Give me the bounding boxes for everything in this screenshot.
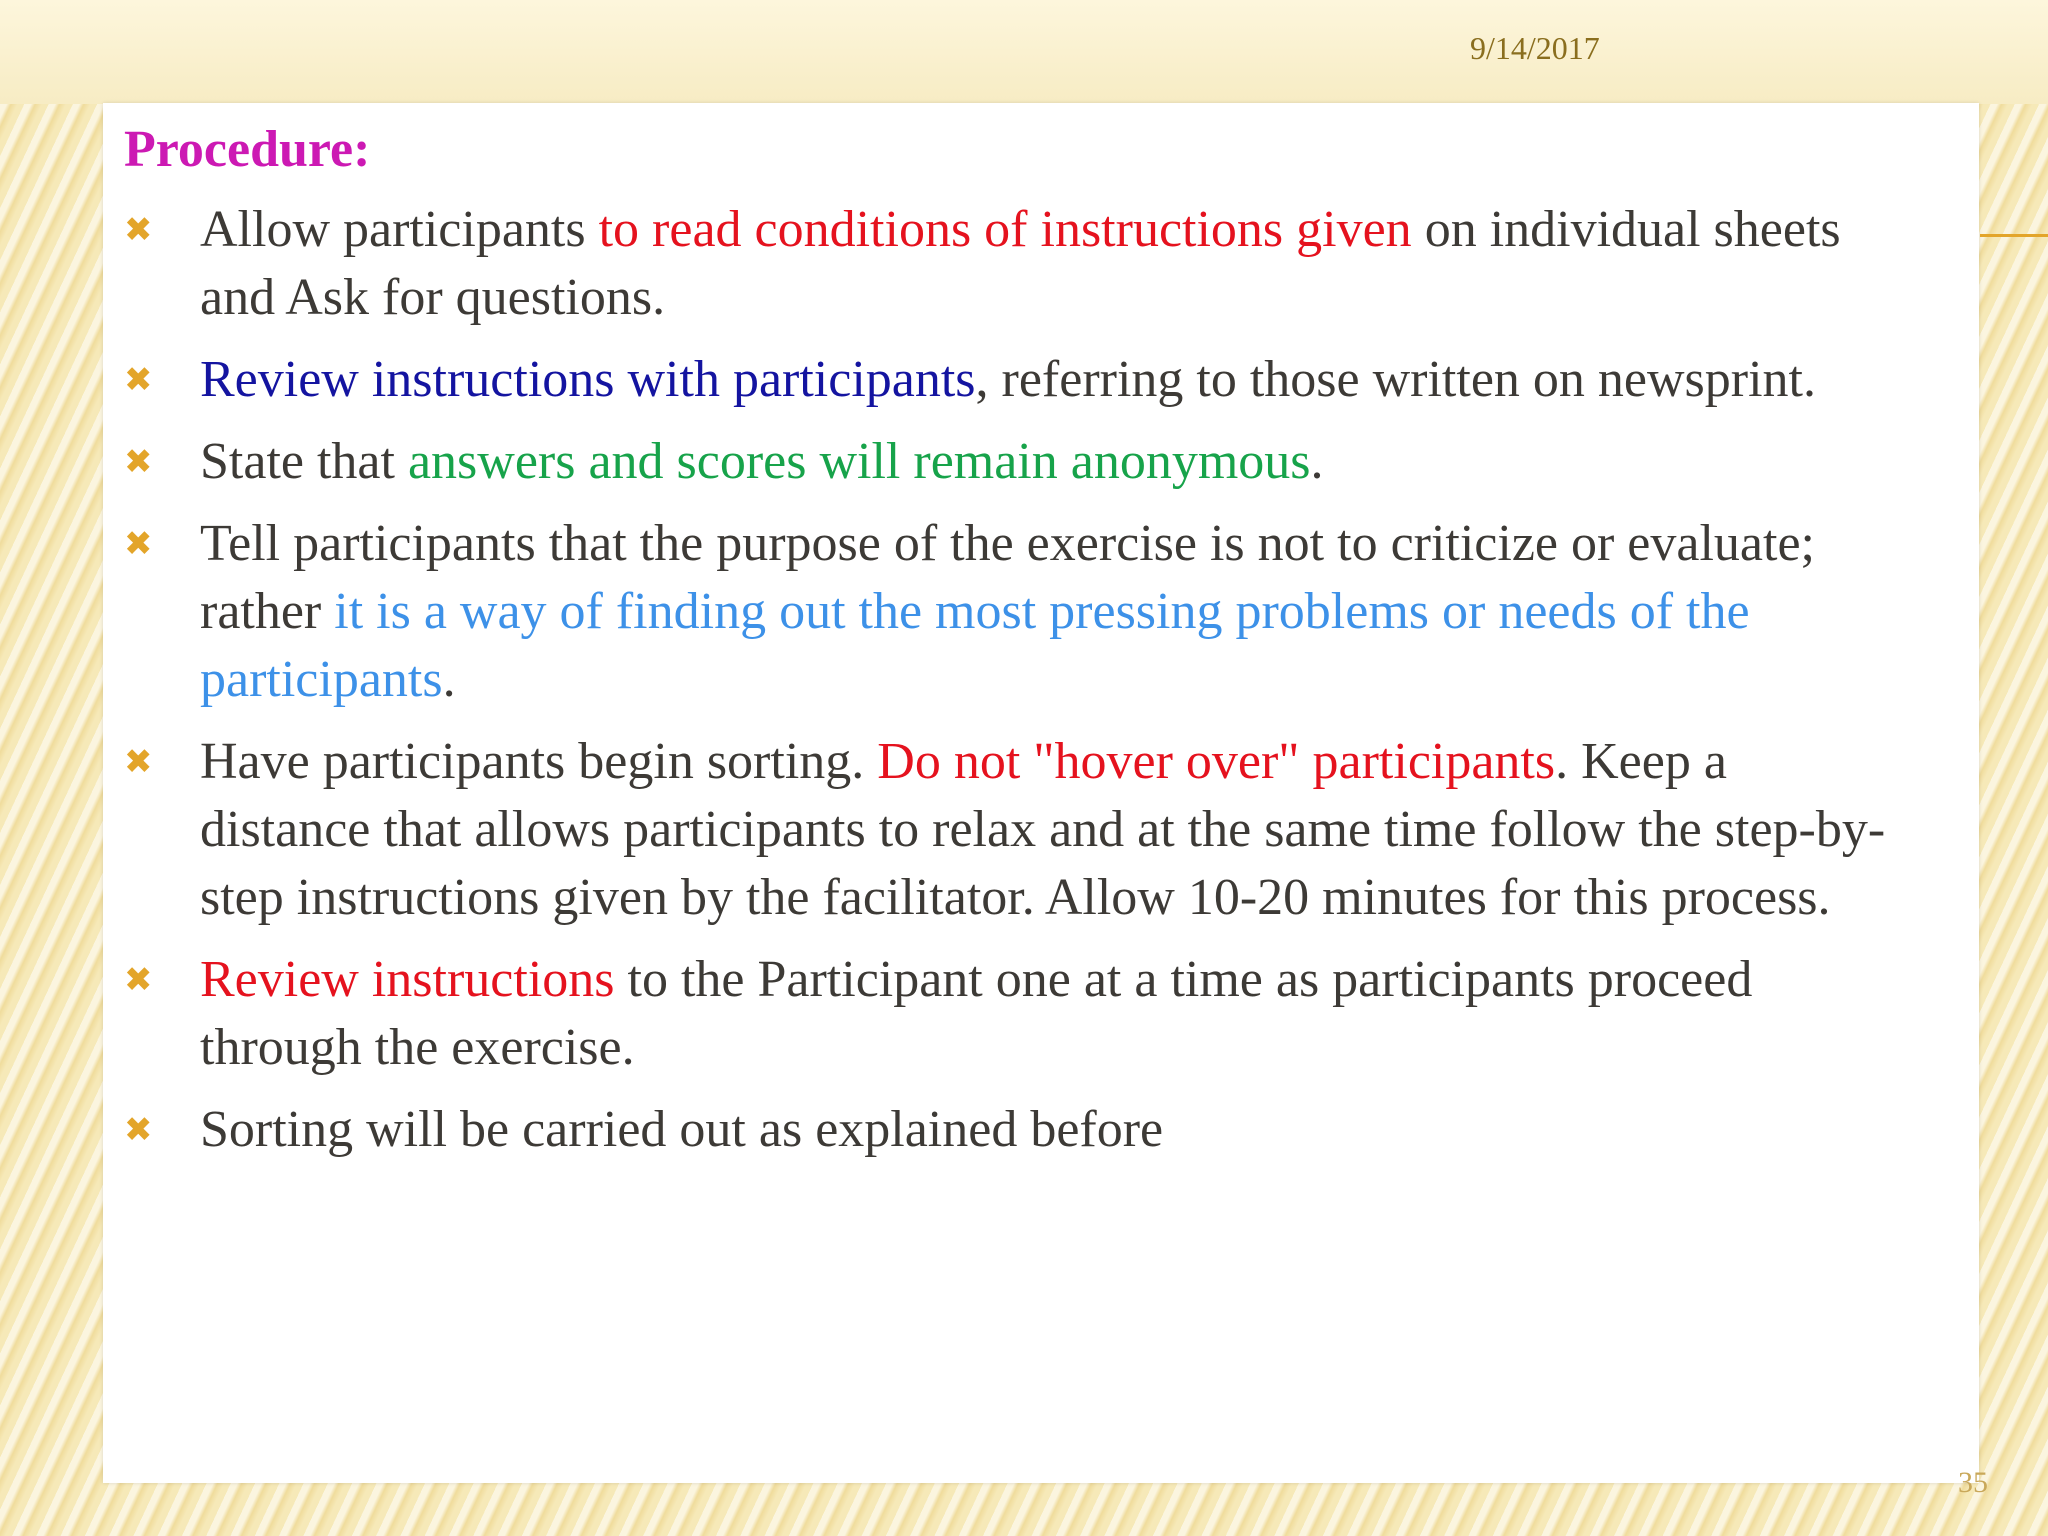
slide-top-band — [0, 0, 2048, 104]
list-item — [124, 1096, 1904, 1164]
list-item — [124, 346, 1904, 414]
bullet-text: Sorting will be carried out as explained before — [200, 1101, 1164, 1158]
bullet-text: Allow participants — [200, 201, 599, 258]
list-item — [124, 428, 1904, 496]
bullet-text: State that — [200, 433, 408, 490]
slide-date: 9/14/2017 — [1470, 30, 1600, 66]
highlight-text: Do not "hover over" participants — [877, 733, 1556, 790]
bullet-text: Tell participants that the purpose of the exercise is not to criticize or evaluate; rather — [200, 515, 1815, 640]
highlight-text: it is a way of finding out the most pressing problems or needs of the participants — [200, 583, 1750, 708]
slide-heading: Procedure: — [124, 121, 371, 178]
list-item — [124, 728, 1904, 932]
list-item — [124, 946, 1904, 1082]
accent-line — [1980, 234, 2048, 237]
bullet-x-icon: ✖ — [124, 524, 153, 564]
bullet-x-icon: ✖ — [124, 742, 153, 782]
bullet-text: . — [1310, 433, 1324, 490]
bullet-text: , referring to those written on newsprint. — [975, 351, 1816, 408]
bullet-text: Have participants begin sorting. — [200, 733, 878, 790]
bullet-x-icon: ✖ — [124, 1110, 153, 1150]
highlight-text: Review instructions — [200, 951, 615, 1008]
bullet-text: on individual sheets and Ask for questions. — [200, 201, 1841, 326]
bullet-x-icon: ✖ — [124, 960, 153, 1000]
bullet-x-icon: ✖ — [124, 210, 153, 250]
bullet-text: . Keep a distance that allows participants to relax and at the same time follow the step-by-step instructions given by the facilitator. Allow 10-20 minutes for this process. — [200, 733, 1886, 926]
highlight-text: Review instructions with participants — [200, 351, 976, 408]
bullet-x-icon: ✖ — [124, 360, 153, 400]
list-item — [124, 196, 1904, 332]
list-item — [124, 510, 1904, 714]
page-number: 35 — [1958, 1466, 1988, 1499]
highlight-text: to read conditions of instructions given — [598, 201, 1412, 258]
bullet-text: to the Participant one at a time as participants proceed through the exercise. — [200, 951, 1753, 1076]
bullet-x-icon: ✖ — [124, 442, 153, 482]
bullet-text: . — [442, 651, 456, 708]
procedure-list — [124, 196, 1904, 1178]
highlight-text: answers and scores will remain anonymous — [407, 433, 1311, 490]
